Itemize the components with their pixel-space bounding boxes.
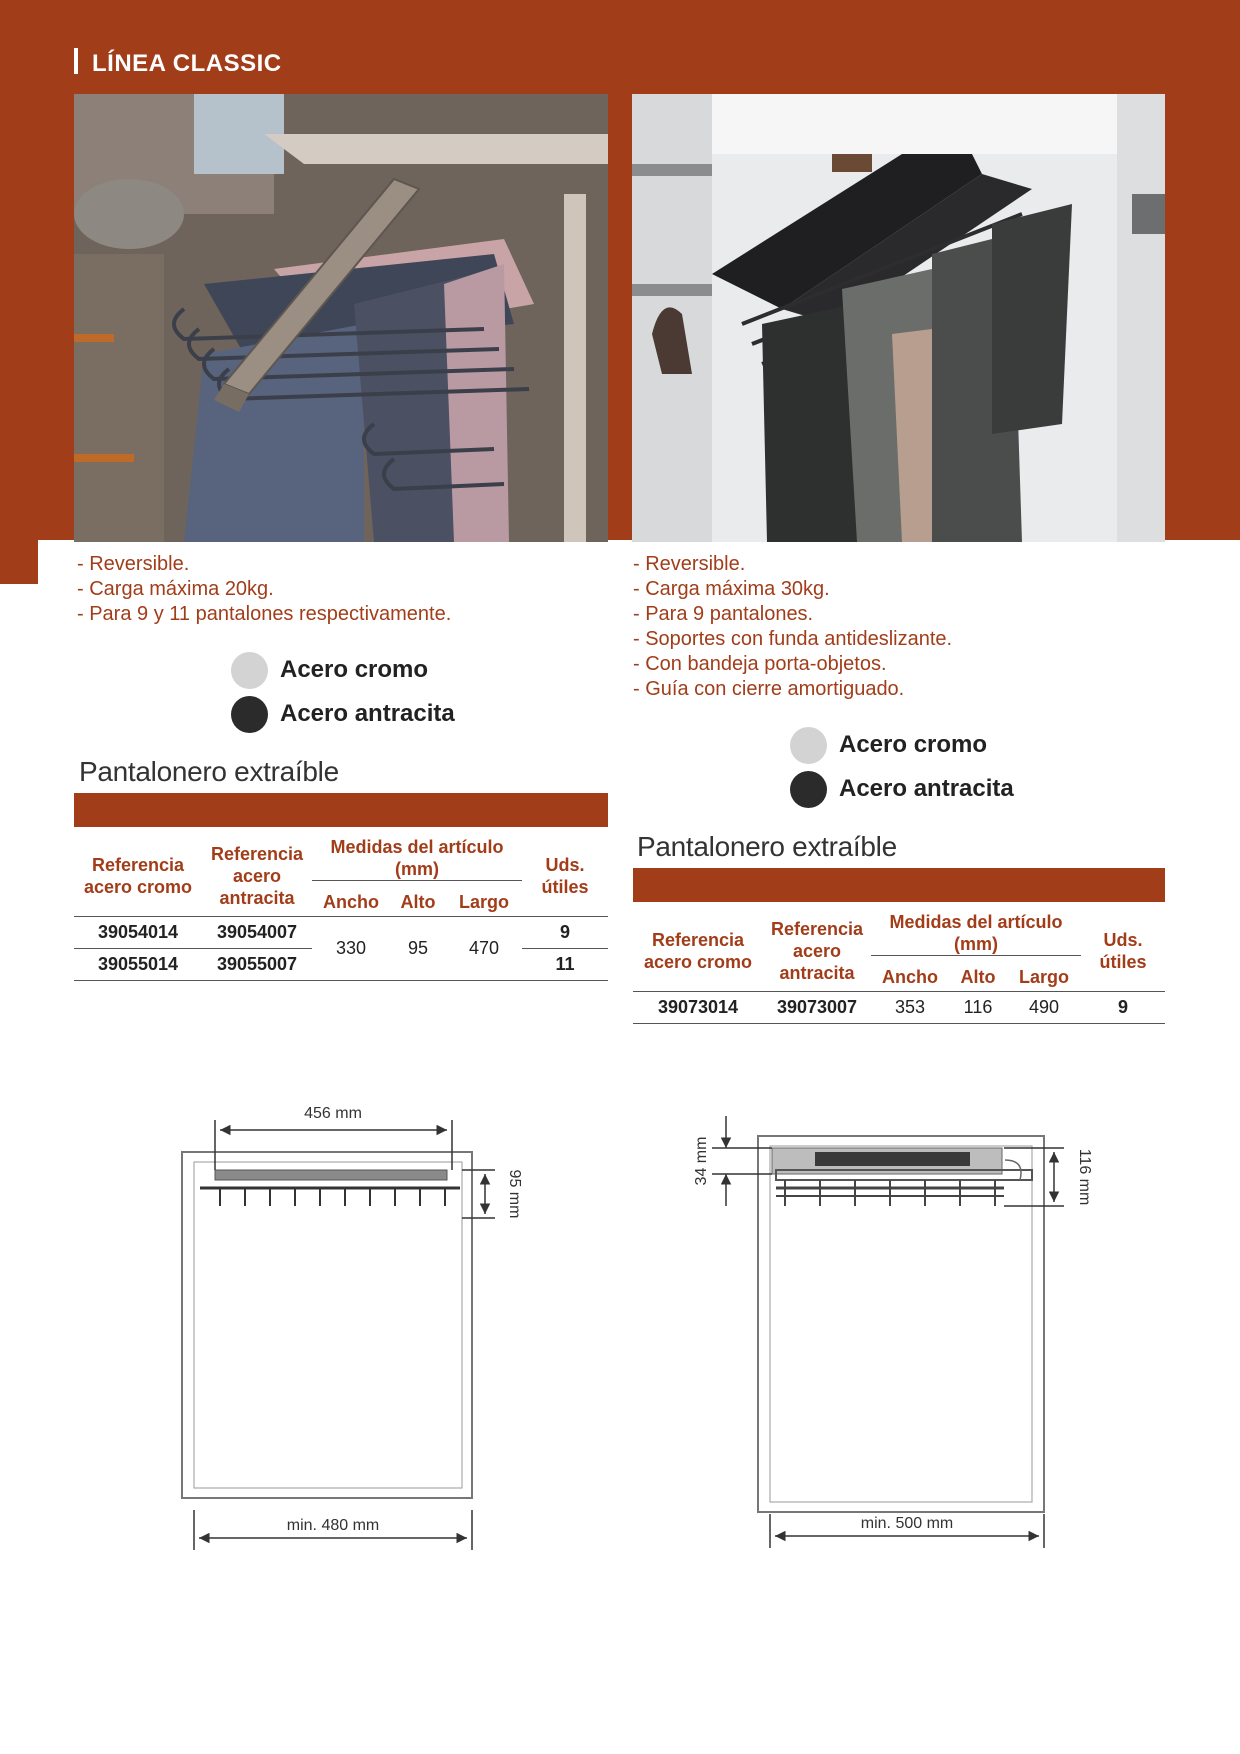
ref-cromo-cell: 39054014 [74, 917, 202, 949]
feature-item: - Soportes con funda antideslizante. [633, 628, 953, 650]
side-accent [0, 540, 38, 584]
col-uds: Uds. útiles [541, 855, 589, 897]
col-ref-cromo: Referencia acero cromo [83, 855, 193, 897]
finish-label: Acero cromo [280, 656, 429, 683]
dim-label-top: 34 mm [693, 1136, 710, 1186]
col-medidas: Medidas del artículo (mm) [312, 830, 522, 881]
spec-table-left [74, 830, 608, 981]
finish-label: Acero cromo [839, 731, 988, 758]
chrome-swatch [790, 727, 827, 764]
finish-label: Acero antracita [839, 775, 1014, 802]
cabinet-outline [182, 1152, 472, 1498]
anthracite-swatch [790, 771, 827, 808]
product-name-right: Pantalonero extraíble [637, 831, 897, 862]
technical-drawing-left [170, 1090, 540, 1560]
dimension-min-width [770, 1514, 1044, 1548]
largo-cell: 470 [446, 917, 522, 981]
feature-list-right [633, 552, 952, 702]
dim-label-bottom: min. 480 mm [286, 1517, 380, 1534]
product-photo-chrome [74, 94, 608, 542]
product-name-left: Pantalonero extraíble [79, 756, 339, 787]
dim-label-height: 116 mm [1076, 1148, 1093, 1206]
ref-antracita-cell: 39073007 [763, 992, 871, 1024]
ancho-cell: 353 [871, 992, 949, 1024]
dimension-top-height [693, 1116, 772, 1206]
hanger-rail [200, 1170, 460, 1206]
feature-item: - Reversible. [77, 553, 190, 575]
alto-cell: 95 [390, 917, 446, 981]
alto-cell: 116 [949, 992, 1007, 1024]
finish-option [231, 648, 455, 692]
table-row [74, 917, 608, 949]
finish-option [790, 723, 1014, 767]
dimension-top-width [215, 1105, 452, 1170]
product-photo-anthracite [632, 94, 1165, 542]
feature-item: - Reversible. [633, 553, 746, 575]
col-largo: Largo [1018, 966, 1069, 987]
finish-swatches-left [231, 648, 455, 736]
dimension-min-width [194, 1510, 472, 1550]
page-title: LÍNEA CLASSIC [92, 50, 282, 77]
col-ancho: Ancho [323, 891, 379, 912]
feature-item: - Carga máxima 30kg. [633, 578, 830, 600]
table-row [633, 992, 1165, 1024]
col-ref-antracita: Referencia acero antracita [770, 919, 864, 983]
uds-cell: 9 [1081, 992, 1165, 1024]
feature-item: - Con bandeja porta-objetos. [633, 653, 887, 675]
feature-item: - Carga máxima 20kg. [77, 578, 274, 600]
feature-item: - Guía con cierre amortiguado. [633, 678, 905, 700]
feature-item: - Para 9 y 11 pantalones respectivamente. [77, 603, 452, 625]
technical-drawing-right [680, 1110, 1110, 1560]
dim-label-height: 95 mm [506, 1169, 523, 1219]
col-ancho: Ancho [882, 966, 938, 987]
finish-label: Acero antracita [280, 700, 455, 727]
finish-option [231, 692, 455, 736]
dim-label-bottom: min. 500 mm [860, 1515, 954, 1532]
ref-cromo-cell: 39073014 [633, 992, 763, 1024]
col-ref-antracita: Referencia acero antracita [210, 844, 304, 908]
col-alto: Alto [400, 891, 436, 912]
finish-swatches-right [790, 723, 1014, 811]
dimension-height [1004, 1148, 1093, 1206]
col-medidas: Medidas del artículo (mm) [871, 905, 1081, 956]
table-header-band-right [633, 868, 1165, 902]
dim-label-top: 456 mm [304, 1105, 362, 1122]
chrome-swatch [231, 652, 268, 689]
col-largo: Largo [458, 891, 509, 912]
largo-cell: 490 [1007, 992, 1081, 1024]
ref-cromo-cell: 39055014 [74, 949, 202, 981]
anthracite-swatch [231, 696, 268, 733]
ancho-cell: 330 [312, 917, 390, 981]
cabinet-outline [758, 1136, 1044, 1512]
spec-table-right [633, 905, 1165, 1024]
table-header-band-left [74, 793, 608, 827]
ref-antracita-cell: 39054007 [202, 917, 312, 949]
col-ref-cromo: Referencia acero cromo [643, 930, 753, 972]
feature-list-left [77, 552, 451, 627]
col-alto: Alto [960, 966, 996, 987]
finish-option [790, 767, 1014, 811]
feature-item: - Para 9 pantalones. [633, 603, 814, 625]
header-accent-bar [74, 48, 78, 74]
uds-cell: 11 [522, 949, 608, 981]
tray-rail [772, 1148, 1032, 1206]
uds-cell: 9 [522, 917, 608, 949]
ref-antracita-cell: 39055007 [202, 949, 312, 981]
col-uds: Uds. útiles [1099, 930, 1147, 972]
